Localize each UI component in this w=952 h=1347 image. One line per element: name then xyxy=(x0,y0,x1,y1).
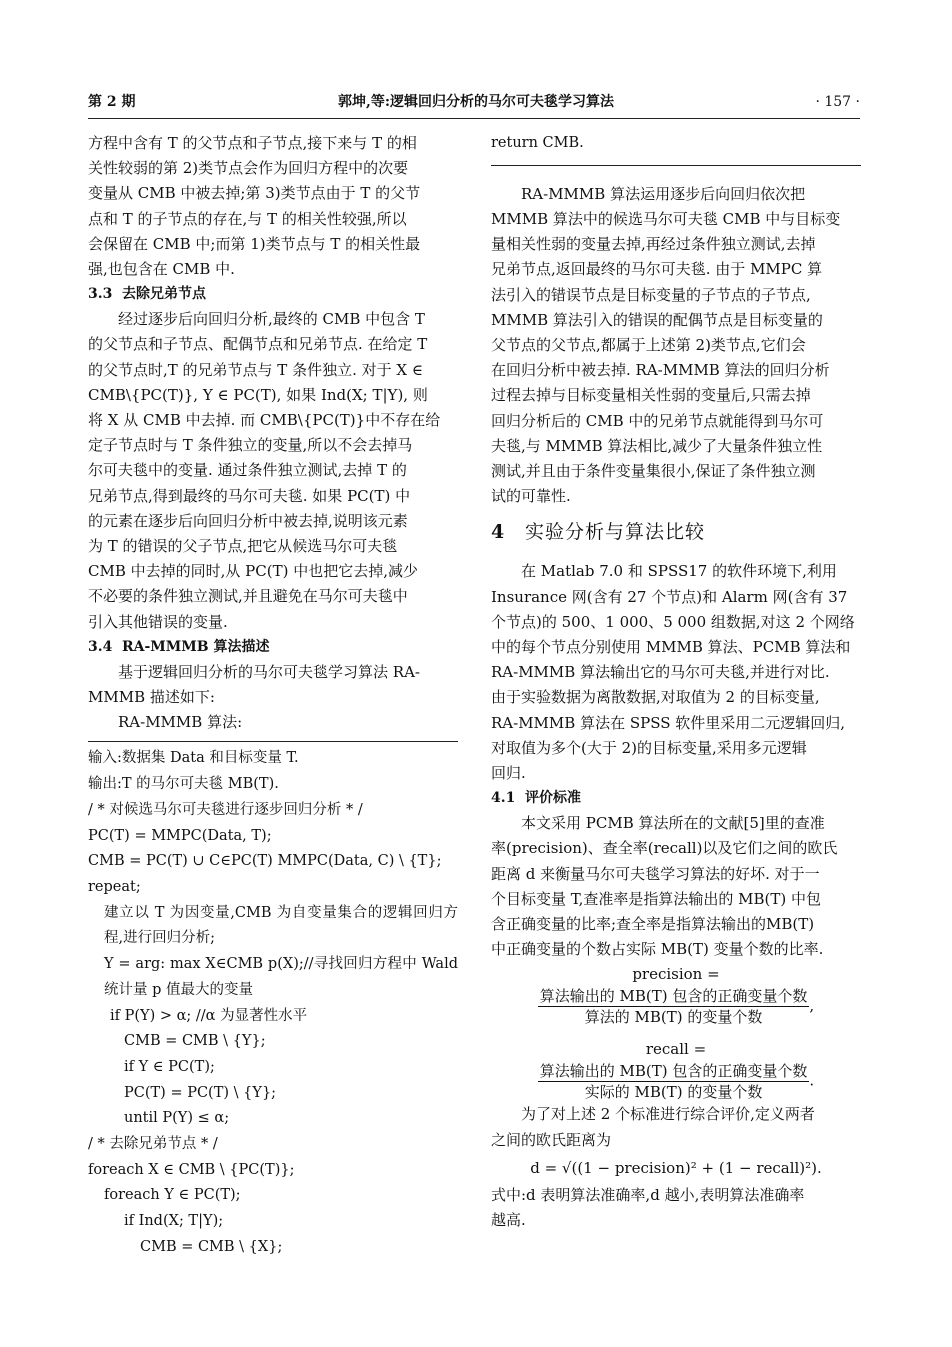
algorithm-caption: RA-MMMB 算法: xyxy=(118,713,243,732)
recall-fraction xyxy=(538,1061,810,1102)
recall-denominator: 实际的 MB(T) 的变量个数 xyxy=(584,1083,763,1102)
body-line: 父节点的父节点,都属于上述第 2)类节点,它们会 xyxy=(491,335,806,354)
algorithm-line: repeat; xyxy=(88,878,141,895)
body-line: 由于实验数据为离散数据,对取值为 2 的目标变量, xyxy=(491,688,820,707)
body-line: 强,也包含在 CMB 中. xyxy=(88,260,235,279)
section-heading-4 xyxy=(491,519,861,545)
body-line: 基于逻辑回归分析的马尔可夫毯学习算法 RA- xyxy=(118,662,420,681)
recall-numerator: 算法输出的 MB(T) 包含的正确变量个数 xyxy=(539,1062,808,1081)
section-number: 3.3 xyxy=(88,286,113,303)
body-line: 之间的欧氏距离为 xyxy=(491,1130,612,1149)
body-line: 的元素在逐步后向回归分析中被去掉,说明该元素 xyxy=(88,511,408,530)
algorithm-output: 输出:T 的马尔可夫毯 MB(T). xyxy=(88,776,279,793)
body-line: 在回归分析中被去掉. RA-MMMB 算法的回归分析 xyxy=(491,361,830,380)
body-line: 在 Matlab 7.0 和 SPSS17 的软件环境下,利用 xyxy=(521,562,837,581)
body-line: 兄弟节点,返回最终的马尔可夫毯. 由于 MMPC 算 xyxy=(491,260,823,279)
section-title: 实验分析与算法比较 xyxy=(525,521,706,544)
body-line: 本文采用 PCMB 算法所在的文献[5]里的查准 xyxy=(521,814,825,833)
body-line: 方程中含有 T 的父节点和子节点,接下来与 T 的相 xyxy=(88,134,417,152)
body-line: 中的每个节点分别使用 MMMB 算法、PCMB 算法和 xyxy=(491,637,851,656)
body-line: 回归分析后的 CMB 中的兄弟节点就能得到马尔可 xyxy=(491,411,824,430)
body-line: 含正确变量的比率;查全率是指算法输出的MB(T) xyxy=(491,914,815,933)
body-line: RA-MMMB 算法输出它的马尔可夫毯,并进行对比. xyxy=(491,663,830,682)
header-rule xyxy=(88,118,860,119)
body-line: 试的可靠性. xyxy=(491,487,571,506)
running-title: 郭坤,等:逻辑回归分析的马尔可夫毯学习算法 xyxy=(337,94,615,110)
algorithm-line: CMB = PC(T) ∪ C∈PC(T) MMPC(Data, C) \ {T}; xyxy=(88,853,442,870)
body-line: 点和 T 的子节点的存在,与 T 的相关性较强,所以 xyxy=(88,209,407,228)
body-line: 法引入的错误节点是目标变量的子节点的子节点, xyxy=(491,285,811,304)
section-number: 4 xyxy=(491,521,506,544)
algorithm-line: foreach X ∈ CMB \ {PC(T)}; xyxy=(88,1161,295,1178)
body-line: CMB 中去掉的同时,从 PC(T) 中也把它去掉,减少 xyxy=(88,562,418,581)
precision-formula xyxy=(491,986,861,1027)
algorithm-line: 建立以 T 为因变量,CMB 为自变量集合的逻辑回归方程,进行回归分析; xyxy=(104,904,458,947)
body-line: 将 X 从 CMB 中去掉. 而 CMB\{PC(T)}中不存在给 xyxy=(88,411,441,430)
body-line: 中正确变量的个数占实际 MB(T) 变量个数的比率. xyxy=(491,940,824,959)
algorithm-line: if P(Y) > α; //α 为显著性水平 xyxy=(110,1007,308,1024)
body-line: 测试,并且由于条件变量集很小,保证了条件独立测 xyxy=(491,461,816,480)
distance-formula: d = √((1 − precision)² + (1 − recall)²). xyxy=(530,1158,822,1177)
algorithm-comment: / * 去除兄弟节点 * / xyxy=(88,1136,218,1153)
body-line: 率(precision)、查全率(recall)以及它们之间的欧氏 xyxy=(491,839,838,858)
section-heading-3-4 xyxy=(88,635,458,660)
body-line: RA-MMMB 算法在 SPSS 软件里采用二元逻辑回归, xyxy=(491,713,846,732)
body-line: 过程去掉与目标变量相关性弱的变量后,只需去掉 xyxy=(491,386,811,405)
algorithm-return: return CMB. xyxy=(491,135,584,151)
algorithm-input: 输入:数据集 Data 和目标变量 T. xyxy=(88,750,299,767)
body-line: 个节点)的 500、1 000、5 000 组数据,对这 2 个网络 xyxy=(491,612,855,631)
algorithm-line: CMB = CMB \ {X}; xyxy=(140,1238,283,1255)
body-line: 定子节点时与 T 条件独立的变量,所以不会去掉马 xyxy=(88,436,413,455)
body-line: RA-MMMB 算法运用逐步后向回归依次把 xyxy=(521,184,806,203)
body-line: 关性较弱的第 2)类节点会作为回归方程中的次要 xyxy=(88,159,409,178)
section-heading-4-1 xyxy=(491,786,861,811)
right-column xyxy=(491,131,861,1233)
body-line: 个目标变量 T,查准率是指算法输出的 MB(T) 中包 xyxy=(491,889,821,908)
algorithm-line: Y = arg: max X∈CMB p(X);//寻找回归方程中 Wald 统计量 p 值最大的变量 xyxy=(104,956,458,998)
algorithm-box xyxy=(88,746,458,1260)
body-line: 式中:d 表明算法准确率,d 越小,表明算法准确率 xyxy=(491,1185,805,1204)
section-number: 4.1 xyxy=(491,790,516,807)
body-line: 量相关性弱的变量去掉,再经过条件独立测试,去掉 xyxy=(491,235,816,254)
body-line: 越高. xyxy=(491,1211,526,1229)
body-line: 为了对上述 2 个标准进行综合评价,定义两者 xyxy=(521,1105,815,1124)
body-line: 尔可夫毯中的变量. 通过条件独立测试,去掉 T 的 xyxy=(88,461,407,480)
algorithm-top-rule xyxy=(88,741,458,742)
algorithm-line: until P(Y) ≤ α; xyxy=(124,1110,230,1127)
precision-numerator: 算法输出的 MB(T) 包含的正确变量个数 xyxy=(539,987,808,1006)
precision-denominator: 算法的 MB(T) 的变量个数 xyxy=(584,1008,763,1027)
body-line: MMMB 描述如下: xyxy=(88,688,215,707)
body-line: MMMB 算法引入的错误的配偶节点是目标变量的 xyxy=(491,310,823,329)
section-title: RA-MMMB 算法描述 xyxy=(122,638,270,655)
body-line: MMMB 算法中的候选马尔可夫毯 CMB 中与目标变 xyxy=(491,209,841,228)
precision-punct: , xyxy=(809,996,815,1015)
body-line: 变量从 CMB 中被去掉;第 3)类节点由于 T 的父节 xyxy=(88,184,421,203)
algorithm-line: foreach Y ∈ PC(T); xyxy=(104,1187,241,1204)
body-line: 引入其他错误的变量. xyxy=(88,612,228,631)
algorithm-line: if Y ∈ PC(T); xyxy=(124,1058,215,1075)
recall-label: recall = xyxy=(645,1040,707,1059)
body-line: 夫毯,与 MMMB 算法相比,减少了大量条件独立性 xyxy=(491,436,823,455)
section-number: 3.4 xyxy=(88,638,113,655)
body-line: 会保留在 CMB 中;而第 1)类节点与 T 的相关性最 xyxy=(88,234,421,253)
algorithm-comment: / * 对候选马尔可夫毯进行逐步回归分析 * / xyxy=(88,801,363,818)
algorithm-bottom-rule xyxy=(491,165,861,166)
body-line: 的父节点和子节点、配偶节点和兄弟节点. 在给定 T xyxy=(88,335,428,354)
body-line: 为 T 的错误的父子节点,把它从候选马尔可夫毯 xyxy=(88,537,398,556)
body-line: Insurance 网(含有 27 个节点)和 Alarm 网(含有 37 xyxy=(491,587,848,606)
body-line: 对取值为多个(大于 2)的目标变量,采用多元逻辑 xyxy=(491,738,807,757)
precision-fraction xyxy=(538,986,810,1027)
body-line: 不必要的条件独立测试,并且避免在马尔可夫毯中 xyxy=(88,587,408,606)
issue-label: 第 2 期 xyxy=(88,94,136,110)
algorithm-line: PC(T) = MMPC(Data, T); xyxy=(88,827,272,844)
section-title: 去除兄弟节点 xyxy=(122,286,206,303)
body-line: 的父节点时,T 的兄弟节点与 T 条件独立. 对于 X ∈ xyxy=(88,360,423,379)
recall-formula xyxy=(491,1061,861,1102)
precision-label: precision = xyxy=(632,965,720,984)
body-line: 经过逐步后向回归分析,最终的 CMB 中包含 T xyxy=(118,310,425,329)
algorithm-line: if Ind(X; T|Y); xyxy=(124,1213,224,1230)
left-column xyxy=(88,131,458,1261)
body-line: 回归. xyxy=(491,763,526,782)
recall-punct: . xyxy=(809,1071,815,1090)
algorithm-line: PC(T) = PC(T) \ {Y}; xyxy=(124,1084,277,1101)
section-title: 评价标准 xyxy=(525,790,581,807)
section-heading-3-3 xyxy=(88,282,458,307)
body-line: 兄弟节点,得到最终的马尔可夫毯. 如果 PC(T) 中 xyxy=(88,486,411,505)
page-number: · 157 · xyxy=(815,94,860,110)
body-line: 距离 d 来衡量马尔可夫毯学习算法的好坏. 对于一 xyxy=(491,864,820,883)
algorithm-line: CMB = CMB \ {Y}; xyxy=(124,1033,266,1050)
body-line: CMB\{PC(T)}, Y ∈ PC(T), 如果 Ind(X; T|Y), 则 xyxy=(88,385,428,404)
